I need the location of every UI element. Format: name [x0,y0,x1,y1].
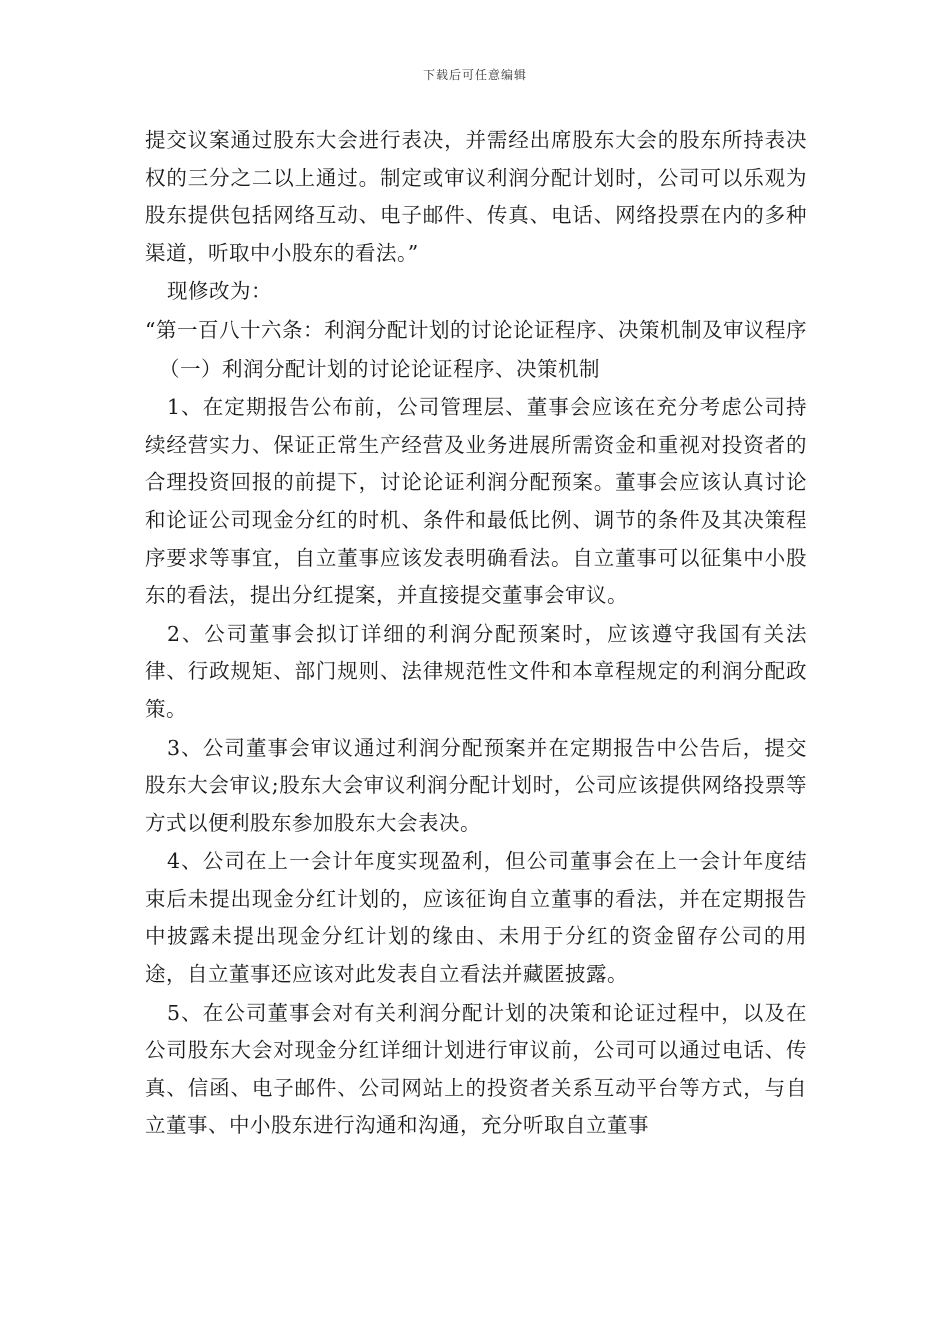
paragraph-item-1: 1、在定期报告公布前，公司管理层、董事会应该在充分考虑公司持续经营实力、保证正常生产经营及业务进展所需资金和重视对投资者的合理投资回报的前提下，讨论论证利润分配预案。董事会应该认真讨论和论证公司现金分红的时机、条件和最低比例、调节的条件及其决策程序要求等事宜，自立董事应该发表明确看法。自立董事可以征集中小股东的看法，提出分红提案，并直接提交董事会审议。 [145,395,807,608]
paragraph-article-title: “第一百八十六条：利润分配计划的讨论论证程序、决策机制及审议程序 [145,317,807,342]
paragraph-item-3: 3、公司董事会审议通过利润分配预案并在定期报告中公告后，提交股东大会审议;股东大会审议利润分配计划时，公司应该提供网络投票等方式以便利股东参加股东大会表决。 [145,735,807,835]
paragraph-section-heading: （一）利润分配计划的讨论论证程序、决策机制 [159,356,600,381]
paragraph-item-2: 2、公司董事会拟订详细的利润分配预案时，应该遵守我国有关法律、行政规矩、部门规则、法律规范性文件和本章程规定的利润分配政策。 [145,621,807,721]
paragraph-item-5: 5、在公司董事会对有关利润分配计划的决策和论证过程中，以及在公司股东大会对现金分红详细计划进行审议前，公司可以通过电话、传真、信函、电子邮件、公司网站上的投资者关系互动平台等方式，与自立董事、中小股东进行沟通和沟通，充分听取自立董事 [145,1000,807,1138]
header-note: 下载后可任意编辑 [422,68,527,82]
paragraph-amendment-intro: 现修改为： [167,279,272,304]
paragraph-item-4: 4、公司在上一会计年度实现盈利，但公司董事会在上一会计年度结束后未提出现金分红计划的，应该征询自立董事的看法，并在定期报告中披露未提出现金分红计划的缘由、未用于分红的资金留存公司的用途，自立董事还应该对此发表自立看法并藏匿披露。 [145,849,807,987]
document-body [145,122,807,1146]
paragraph-continuation: 提交议案通过股东大会进行表决，并需经出席股东大会的股东所持表决权的三分之二以上通过。制定或审议利润分配计划时，公司可以乐观为股东提供包括网络互动、电子邮件、传真、电话、网络投票在内的多种渠道，听取中小股东的看法。” [145,128,807,265]
